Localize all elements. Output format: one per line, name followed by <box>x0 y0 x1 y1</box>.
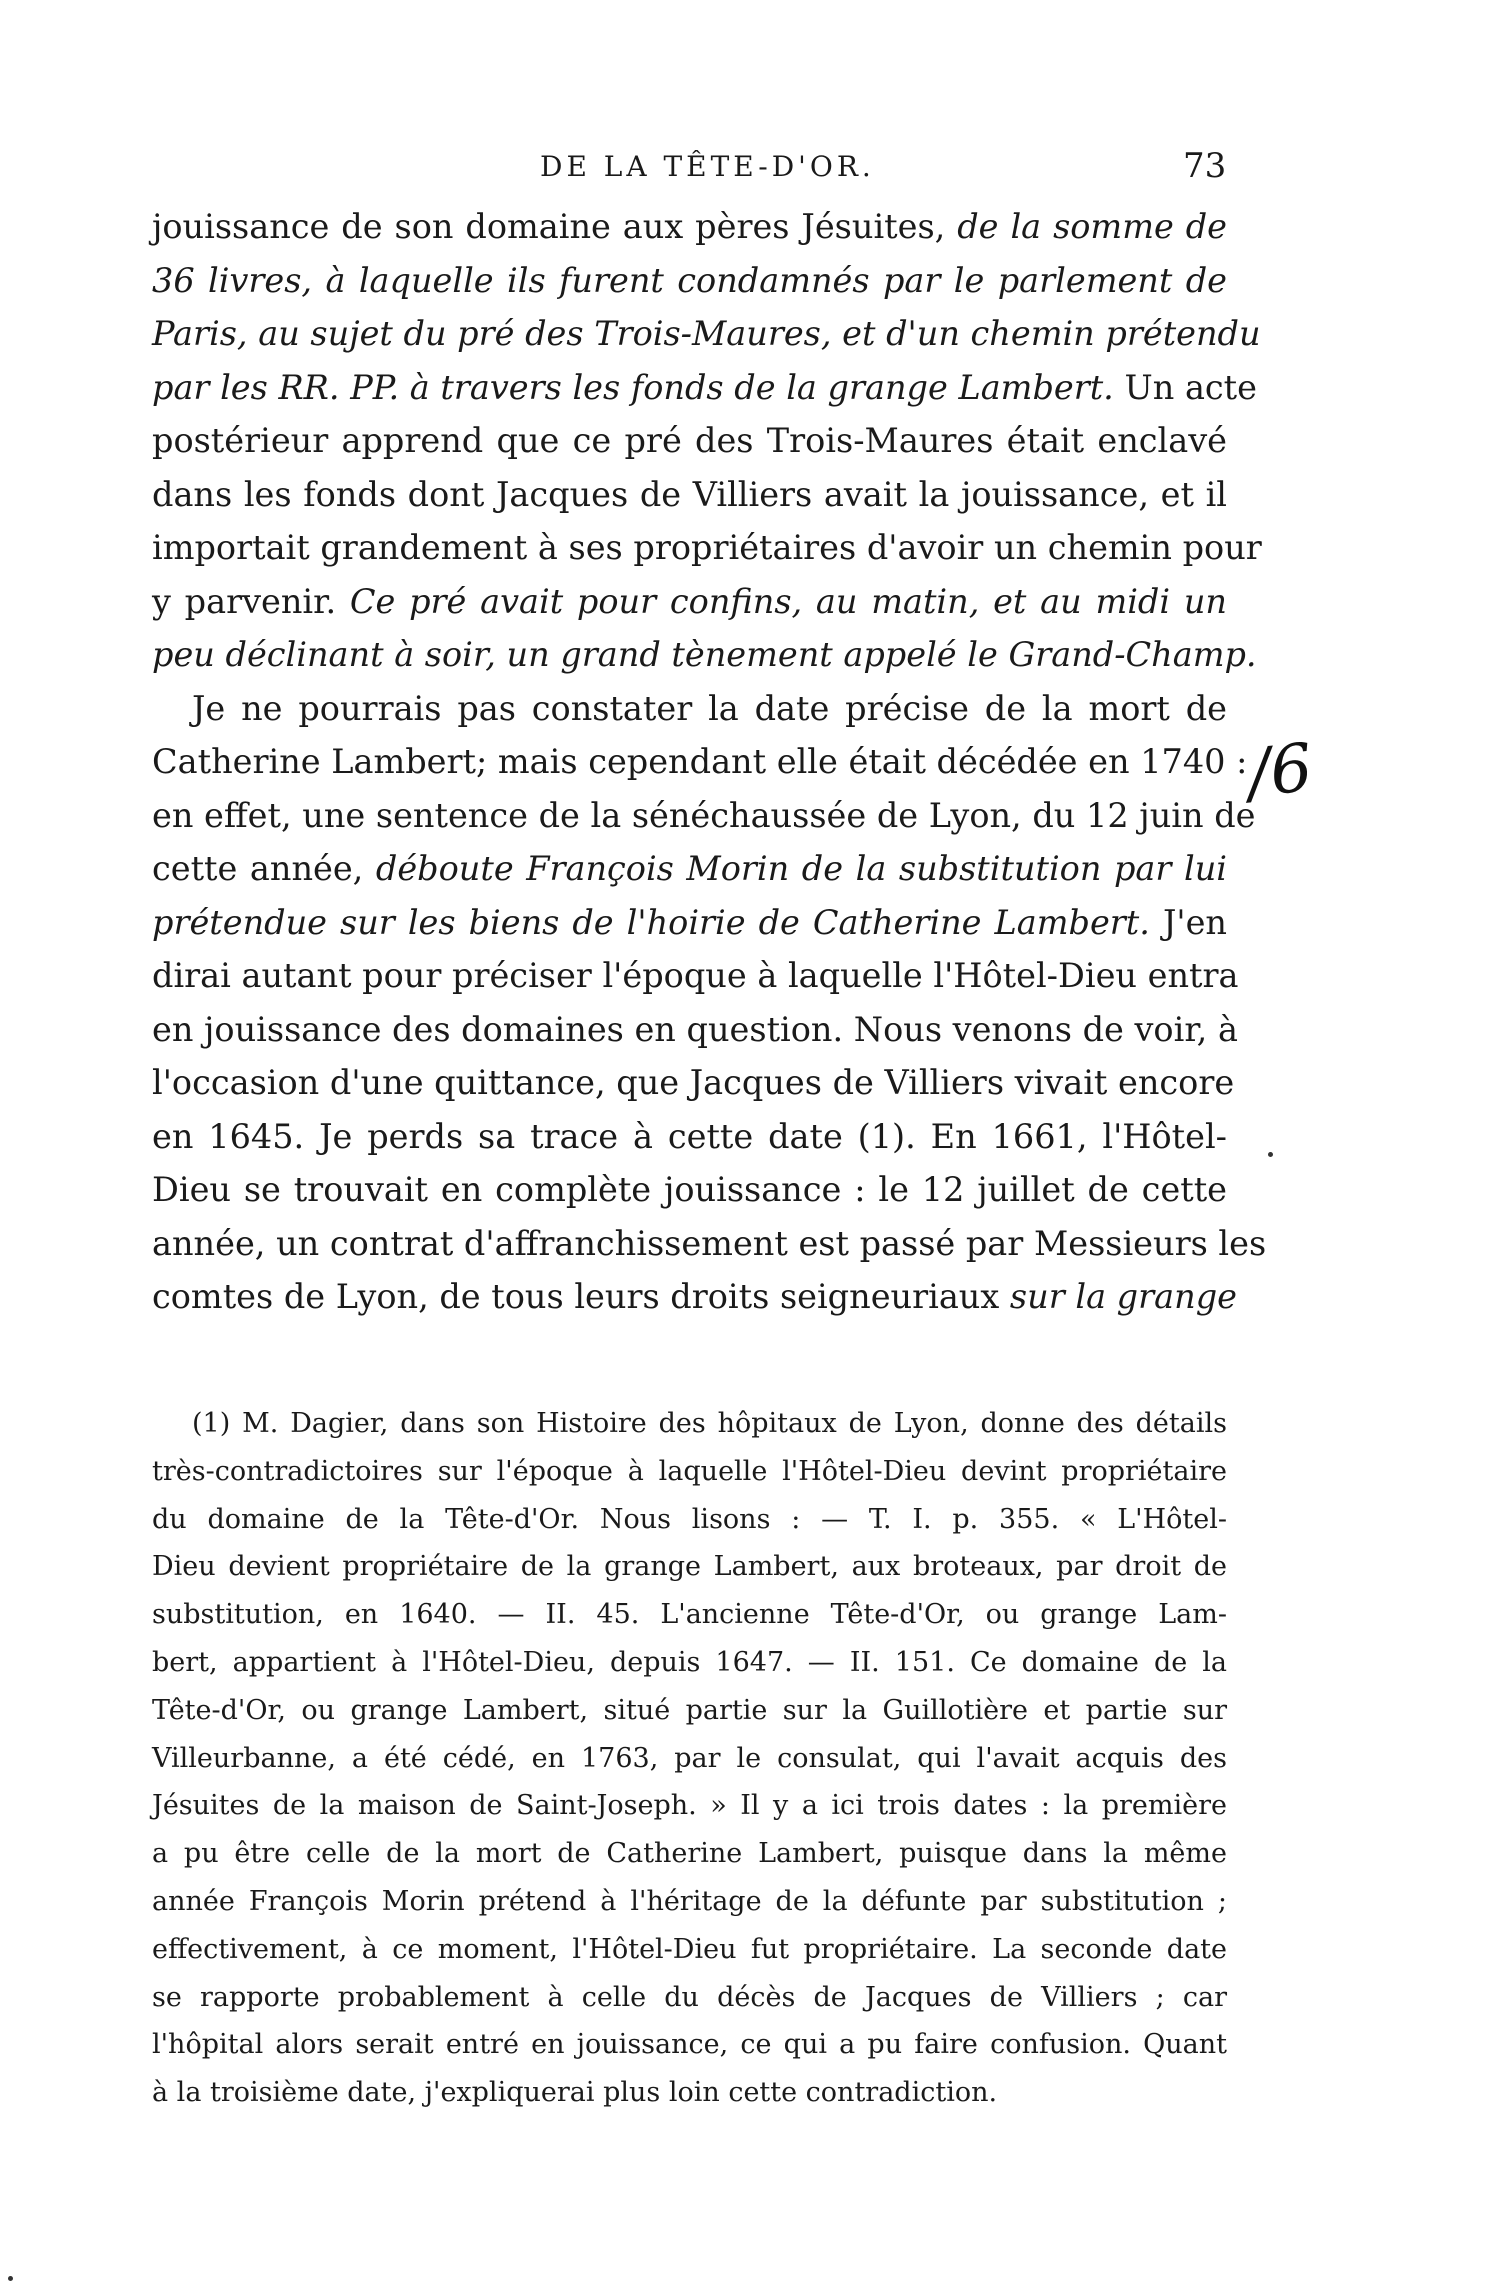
footnote-line: a pu être celle de la mort de Catherine Lambert, puisque dans la même <box>152 1838 1227 1870</box>
text-line: en effet, une sentence de la sénéchaussée de Lyon, du 12 juin de <box>152 795 1256 835</box>
footnote-line: bert, appartient à l'Hôtel-Dieu, depuis 1647. — II. 151. Ce domaine de la <box>152 1646 1227 1678</box>
handwritten-margin-annotation: /6 <box>1244 728 1317 813</box>
running-title: DE LA TÊTE-D'OR. <box>540 150 875 183</box>
main-text <box>152 200 1267 1324</box>
text-line: peu déclinant à soir, un grand tènement appelé le Grand-Champ. <box>152 635 1257 674</box>
text-line: Catherine Lambert; mais cependant elle était décédée en 1740 : <box>152 742 1248 781</box>
footnote-line: à la troisième date, j'expliquerai plus loin cette contradiction. <box>152 2077 998 2109</box>
text-line: Dieu se trouvait en complète jouissance : le 12 juillet de cette <box>152 1170 1227 1209</box>
footnote-line: très-contradictoires sur l'époque à laquelle l'Hôtel-Dieu devint propriétaire <box>152 1455 1227 1487</box>
text-line: Je ne pourrais pas constater la date précise de la mort de <box>192 688 1227 728</box>
footnote-line: effectivement, à ce moment, l'Hôtel-Dieu fut propriétaire. La seconde date <box>152 1933 1227 1965</box>
text-line: année, un contrat d'affranchissement est passé par Messieurs les <box>152 1223 1267 1263</box>
footnote-line: l'hôpital alors serait entré en jouissance, ce qui a pu faire confusion. Quant <box>152 2029 1227 2061</box>
footnote-line: substitution, en 1640. — II. 45. L'ancienne Tête-d'Or, ou grange Lam- <box>152 1599 1227 1631</box>
footnote-line: se rapporte probablement à celle du décès de Jacques de Villiers ; car <box>152 1981 1227 2013</box>
text-line: jouissance de son domaine aux pères Jésuites, de la somme de <box>152 207 1228 246</box>
text-line: prétendue sur les biens de l'hoirie de Catherine Lambert. J'en <box>152 902 1227 942</box>
text-line: Paris, au sujet du pré des Trois-Maures, et d'un chemin prétendu <box>152 314 1261 353</box>
footnote <box>152 1400 1227 2117</box>
text-line: importait grandement à ses propriétaires d'avoir un chemin pour <box>152 528 1262 567</box>
text-line: comtes de Lyon, de tous leurs droits seigneuriaux sur la grange <box>152 1277 1237 1316</box>
footnote-line: année François Morin prétend à l'héritage de la défunte par substitution ; <box>152 1885 1227 1917</box>
text-line: 36 livres, à laquelle ils furent condamnés par le parlement de <box>152 260 1227 300</box>
text-line: par les RR. PP. à travers les fonds de la grange Lambert. Un acte <box>152 367 1257 407</box>
paper-speck <box>8 2276 13 2281</box>
text-line: y parvenir. Ce pré avait pour confins, au matin, et au midi un <box>152 581 1227 621</box>
text-line: en 1645. Je perds sa trace à cette date (1). En 1661, l'Hôtel- <box>152 1116 1227 1156</box>
text-line: dans les fonds dont Jacques de Villiers avait la jouissance, et il <box>152 474 1227 514</box>
text-line: en jouissance des domaines en question. Nous venons de voir, à <box>152 1009 1238 1049</box>
footnote-line: Jésuites de la maison de Saint-Joseph. » Il y a ici trois dates : la première <box>152 1790 1227 1822</box>
footnote-line: Villeurbanne, a été cédé, en 1763, par le consulat, qui l'avait acquis des <box>152 1742 1227 1774</box>
footnote-line: du domaine de la Tête-d'Or. Nous lisons : — T. I. p. 355. « L'Hôtel- <box>152 1503 1227 1535</box>
footnote-line: (1) M. Dagier, dans son Histoire des hôpitaux de Lyon, donne des détails <box>192 1408 1227 1439</box>
text-line: l'occasion d'une quittance, que Jacques de Villiers vivait encore <box>152 1063 1235 1102</box>
page-number: 73 <box>1183 146 1227 186</box>
footnote-line: Dieu devient propriétaire de la grange Lambert, aux broteaux, par droit de <box>152 1551 1227 1583</box>
text-line: postérieur apprend que ce pré des Trois-Maures était enclavé <box>152 421 1227 460</box>
footnote-line: Tête-d'Or, ou grange Lambert, situé partie sur la Guillotière et partie sur <box>152 1694 1227 1726</box>
paper-speck <box>1268 1152 1273 1157</box>
text-line: dirai autant pour préciser l'époque à laquelle l'Hôtel-Dieu entra <box>152 956 1239 995</box>
text-line: cette année, déboute François Morin de la substitution par lui <box>152 849 1227 888</box>
